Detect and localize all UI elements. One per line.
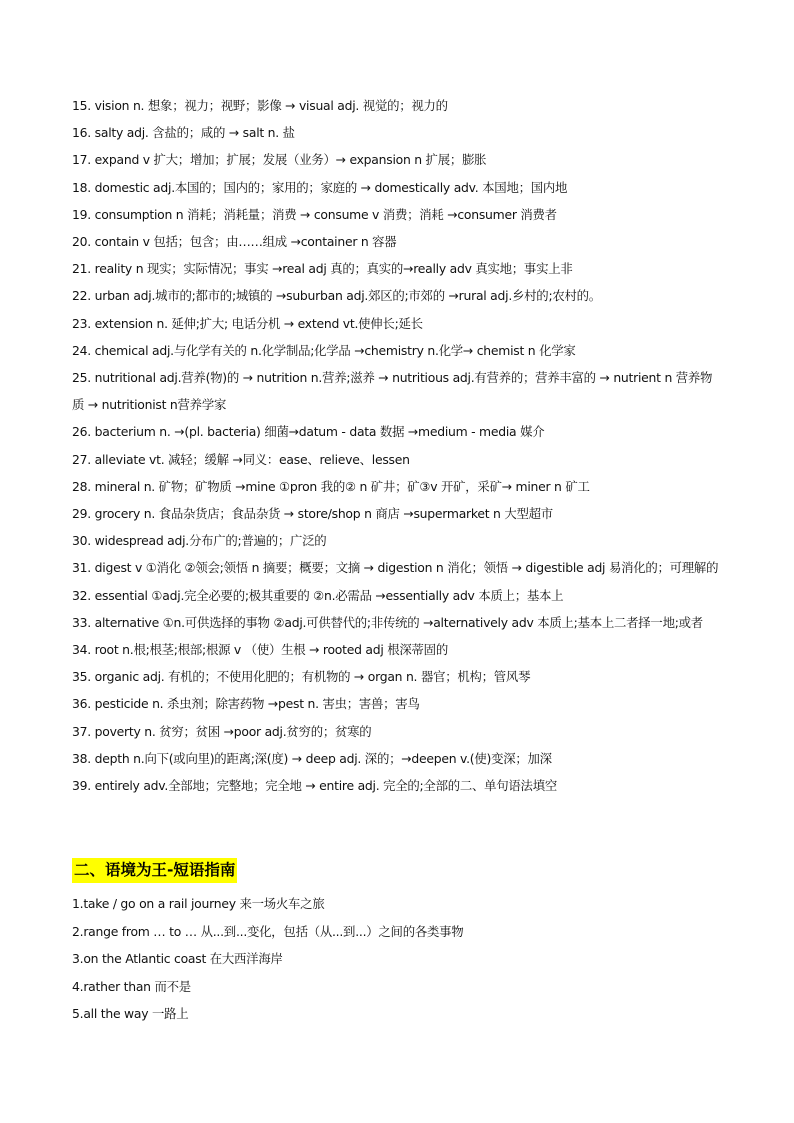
vocab-entry-23: 23. extension n. 延伸;扩大; 电话分机 → extend vt.使伸长;延长 xyxy=(72,315,423,331)
vocab-entry-27: 27. alleviate vt. 减轻；缓解 →同义：ease、relieve、lessen xyxy=(72,451,410,467)
phrase-item-5: 5.all the way 一路上 xyxy=(72,1006,189,1022)
phrase-list xyxy=(72,890,724,1028)
vocab-entry-38: 38. depth n.向下(或向里)的距离;深(度) → deep adj. 深的；→deepen v.(使)变深；加深 xyxy=(72,750,552,766)
vocab-entry-22: 22. urban adj.城市的;都市的;城镇的 →suburban adj.郊区的;市郊的 →rural adj.乡村的;农村的。 xyxy=(72,288,601,304)
vocab-entry-29: 29. grocery n. 食品杂货店；食品杂货 → store/shop n 商店 →supermarket n 大型超市 xyxy=(72,506,553,522)
vocab-entry-28: 28. mineral n. 矿物；矿物质 →mine ①pron 我的② n 矿井；矿③v 开矿，采矿→ miner n 矿工 xyxy=(72,478,590,494)
vocab-entry-18: 18. domestic adj.本国的；国内的；家用的；家庭的 → domestically adv. 本国地；国内地 xyxy=(72,179,568,195)
vocab-entry-16: 16. salty adj. 含盐的；咸的 → salt n. 盐 xyxy=(72,125,295,141)
vocab-entry-20: 20. contain v 包括；包含；由……组成 →container n 容器 xyxy=(72,234,397,250)
vocab-entry-34: 34. root n.根;根茎;根部;根源 v （使）生根 → rooted adj 根深蒂固的 xyxy=(72,642,448,658)
phrase-item-1: 1.take / go on a rail journey 来一场火车之旅 xyxy=(72,896,325,911)
vocabulary-list xyxy=(72,92,724,799)
vocab-entry-25: 25. nutritional adj.营养(物)的 → nutrition n.营养;滋养 → nutritious adj.有营养的；营养丰富的 → nutrient n 营养物质 → nutritionist n营养学家 xyxy=(72,370,713,413)
vocab-entry-30: 30. widespread adj.分布广的;普遍的；广泛的 xyxy=(72,533,327,549)
vocab-entry-32: 32. essential ①adj.完全必要的;极其重要的 ②n.必需品 →essentially adv 本质上；基本上 xyxy=(72,587,564,603)
vocab-entry-31: 31. digest v ①消化 ②领会;领悟 n 摘要；概要；文摘 → digestion n 消化；领悟 → digestible adj 易消化的；可理解的 xyxy=(72,560,719,576)
section-heading: 二、语境为王-短语指南 xyxy=(72,858,237,883)
vocab-entry-35: 35. organic adj. 有机的；不使用化肥的；有机物的 → organ n. 器官；机构；管风琴 xyxy=(72,669,531,685)
vocab-entry-26: 26. bacterium n. →(pl. bacteria) 细菌→datum - data 数据 →medium - media 媒介 xyxy=(72,424,545,440)
vocab-entry-24: 24. chemical adj.与化学有关的 n.化学制品;化学品 →chemistry n.化学→ chemist n 化学家 xyxy=(72,342,576,358)
vocab-entry-36: 36. pesticide n. 杀虫剂；除害药物 →pest n. 害虫；害兽；害鸟 xyxy=(72,696,420,712)
phrase-item-2: 2.range from … to … 从...到...变化，包括（从...到...）之间的各类事物 xyxy=(72,923,464,939)
vocab-entry-39: 39. entirely adv.全部地；完整地；完全地 → entire adj. 完全的;全部的二、单句语法填空 xyxy=(72,778,557,794)
vocab-entry-33: 33. alternative ①n.可供选择的事物 ②adj.可供替代的;非传统的 →alternatively adv 本质上;基本上二者择一地;或者 xyxy=(72,614,703,630)
vocab-entry-37: 37. poverty n. 贫穷；贫困 →poor adj.贫穷的；贫寒的 xyxy=(72,723,372,739)
vocab-entry-19: 19. consumption n 消耗；消耗量；消费 → consume v 消费；消耗 →consumer 消费者 xyxy=(72,206,557,222)
vocab-entry-15: 15. vision n. 想象；视力；视野；影像 → visual adj. 视觉的；视力的 xyxy=(72,98,448,113)
phrase-item-3: 3.on the Atlantic coast 在大西洋海岸 xyxy=(72,951,283,967)
vocab-entry-21: 21. reality n 现实；实际情况；事实 →real adj 真的；真实的→really adv 真实地；事实上非 xyxy=(72,261,573,277)
phrase-item-4: 4.rather than 而不是 xyxy=(72,978,191,994)
vocab-entry-17: 17. expand v 扩大；增加；扩展；发展（业务）→ expansion n 扩展；膨胀 xyxy=(72,152,487,168)
